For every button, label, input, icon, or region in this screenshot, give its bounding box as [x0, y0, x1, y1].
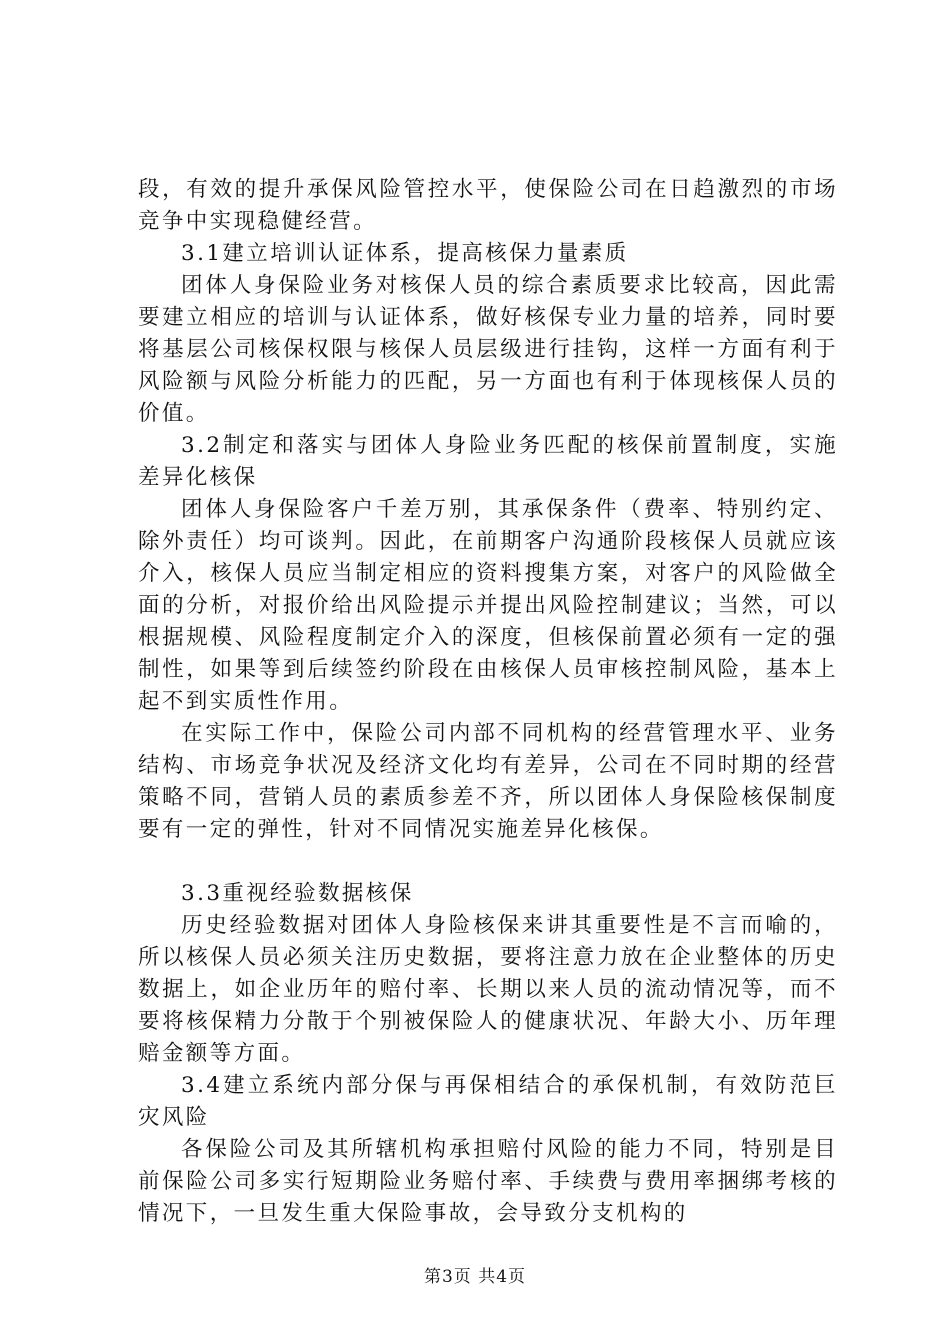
page-number-footer: 第3页 共4页 [423, 1267, 527, 1287]
section-heading-3-4: 3.4建立系统内部分保与再保相结合的承保机制，有效防范巨灾风险 [138, 1073, 838, 1130]
paragraph-3-2-a: 团体人身保险客户千差万别，其承保条件（费率、特别约定、除外责任）均可谈判。因此，在前期客户沟通阶段核保人员就应该介入，核保人员应当制定相应的资料搜集方案，对客户的风险做全面的分析，对报价给出风险提示并提出风险控制建议；当然，可以根据规模、风险程度制定介入的深度，但核保前置必须有一定的强制性，如果等到后续签约阶段在由核保人员审核控制风险，基本上起不到实质性作用。 [138, 497, 838, 714]
paragraph-3-3: 历史经验数据对团体人身险核保来讲其重要性是不言而喻的，所以核保人员必须关注历史数据，要将注意力放在企业整体的历史数据上，如企业历年的赔付率、长期以来人员的流动情况等，而不要将核保精力分散于个别被保险人的健康状况、年龄大小、历年理赔金额等方面。 [138, 913, 838, 1066]
paragraph-continuation: 段，有效的提升承保风险管控水平，使保险公司在日趋激烈的市场竞争中实现稳健经营。 [138, 177, 838, 234]
document-body [138, 174, 838, 1230]
paragraph-3-2-b: 在实际工作中，保险公司内部不同机构的经营管理水平、业务结构、市场竞争状况及经济文化均有差异，公司在不同时期的经营策略不同，营销人员的素质参差不齐，所以团体人身保险核保制度要有一定的弹性，针对不同情况实施差异化核保。 [138, 721, 838, 842]
section-heading-3-3: 3.3重视经验数据核保 [181, 881, 414, 906]
paragraph-3-1: 团体人身保险业务对核保人员的综合素质要求比较高，因此需要建立相应的培训与认证体系，做好核保专业力量的培养，同时要将基层公司核保权限与核保人员层级进行挂钩，这样一方面有利于风险额与风险分析能力的匹配，另一方面也有利于体现核保人员的价值。 [138, 273, 838, 426]
section-heading-3-2: 3.2制定和落实与团体人身险业务匹配的核保前置制度，实施差异化核保 [138, 433, 838, 490]
section-heading-3-1: 3.1建立培训认证体系，提高核保力量素质 [181, 241, 629, 266]
paragraph-3-4: 各保险公司及其所辖机构承担赔付风险的能力不同，特别是目前保险公司多实行短期险业务赔付率、手续费与费用率捆绑考核的情况下，一旦发生重大保险事故，会导致分支机构的 [138, 1137, 838, 1226]
